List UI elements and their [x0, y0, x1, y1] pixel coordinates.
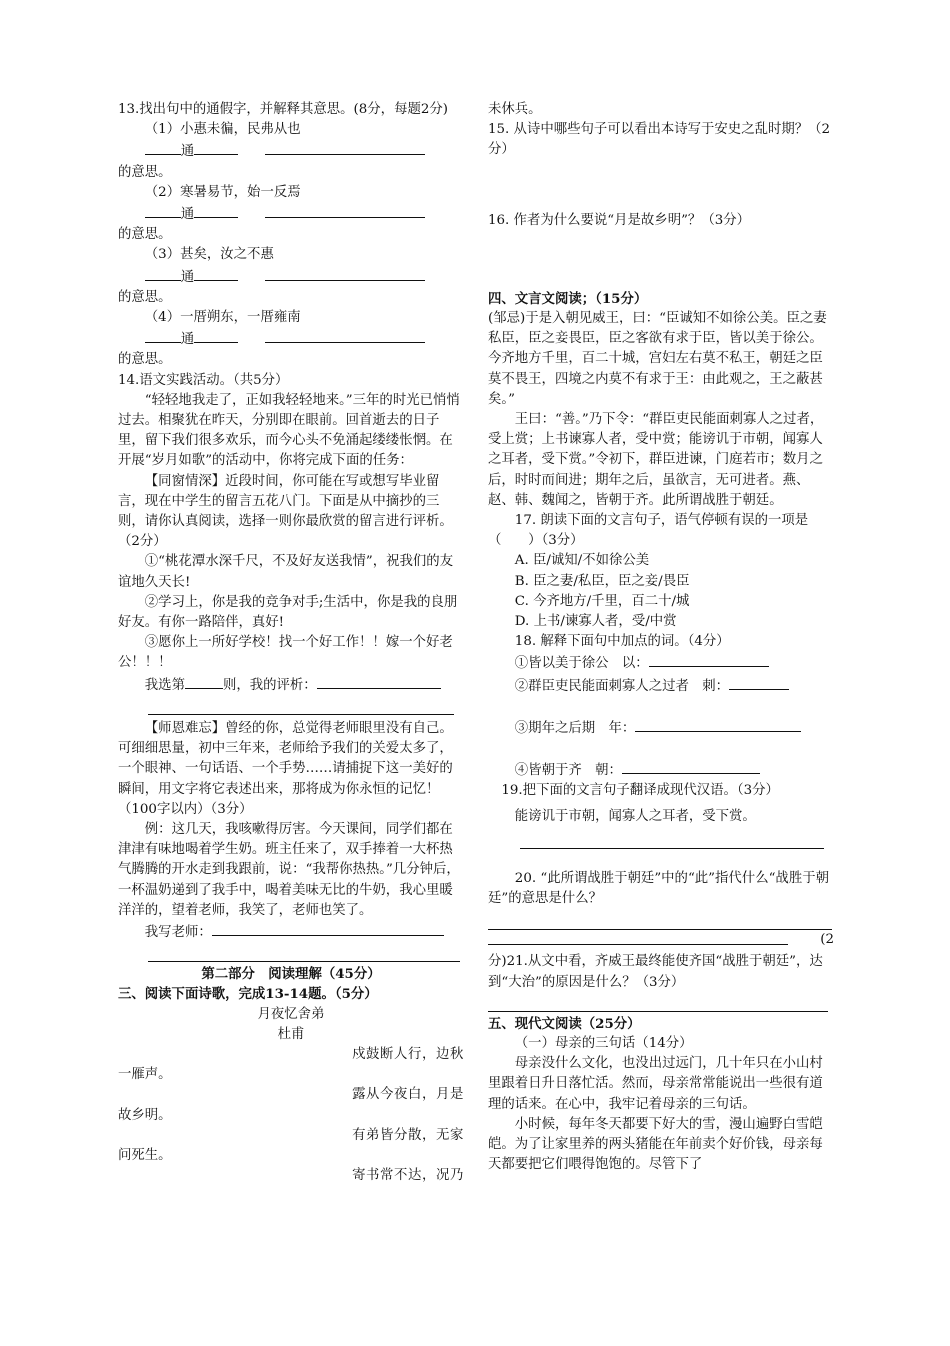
q15: 15. 从诗中哪些句子可以看出本诗写于安史之乱时期？（2分） — [488, 122, 831, 158]
blank[interactable] — [145, 140, 181, 155]
q13-suffix-3: 的意思。 — [118, 289, 172, 305]
blank[interactable] — [265, 140, 425, 155]
blank[interactable] — [729, 675, 789, 690]
q13-blank-row-4: 通 — [118, 328, 464, 350]
write-teacher-row: 我写老师： — [118, 921, 464, 943]
q13-item-2: （2）寒暑易节，始一反焉 — [144, 184, 301, 200]
blank[interactable] — [194, 203, 238, 218]
q13-suffix-4: 的意思。 — [118, 352, 172, 368]
q16: 16. 作者为什么要说“月是故乡明”？（3分） — [488, 212, 751, 228]
message-1: ①“桃花潭水深千尺，不及好友送我情”，祝我们的友谊地久天长! — [118, 554, 454, 590]
q18-item-4: ④皆朝于齐 朝： — [488, 759, 834, 781]
q17: 17. 朗读下面的文言句子，语气停顿有误的一项是（ ）（3分） — [488, 513, 809, 549]
poem-continuation: 未休兵。 — [488, 102, 542, 117]
q13-blank-row-1: 通 — [118, 140, 464, 162]
answer-line[interactable] — [488, 997, 828, 1012]
answer-line[interactable] — [148, 700, 454, 715]
blank[interactable] — [649, 652, 769, 667]
q17-option-b: B. 臣之妻/私臣，臣之妾/畏臣 — [514, 573, 690, 589]
part2-heading: 第二部分 阅读理解（45分） — [201, 966, 381, 983]
blank[interactable] — [145, 203, 181, 218]
q19-sentence: 能谤讥于市朝，闻寡人之耳者，受下赏。 — [514, 809, 756, 825]
blank[interactable] — [265, 328, 425, 343]
blank[interactable] — [265, 266, 425, 281]
q18: 18. 解释下面句中加点的词。（4分） — [514, 634, 730, 650]
poem-line-1a: 戍鼓断人行，边秋 — [352, 1046, 464, 1062]
story-para-1: 母亲没什么文化，也没出过远门，几十年只在小山村里跟着日升日落忙活。然而，母亲常常能说出一些很有道理的话来。在心中，我牢记着母亲的三句话。 — [488, 1056, 823, 1112]
shien-task: 【师恩难忘】曾经的你，总觉得老师眼里没有自己。可细细思量，初中三年来，老师给予我们的关爱太多了，一个眼神、一句话语、一个手势……请捕捉下这一美好的瞬间，用文字将它表述出来，那将成为你永恒的记忆！（100字以内）（3分） — [118, 720, 453, 817]
choose-row: 我选第 则，我的评析： — [118, 674, 464, 696]
q18-item-2: ②群臣吏民能面刺寡人之过者 刺： — [488, 675, 834, 697]
blank[interactable] — [194, 328, 238, 343]
q20: 20. “此所谓战胜于朝廷”中的“此”指代什么“战胜于朝廷”的意思是什么？ — [488, 870, 829, 906]
story-title: （一）母亲的三句话（14分） — [514, 1035, 693, 1051]
section4-heading: 四、文言文阅读；（15分） — [488, 290, 648, 307]
q13-blank-row-3: 通 — [118, 266, 464, 288]
message-3: ③愿你上一所好学校！找一个好工作！！嫁一个好老公！！！ — [118, 635, 453, 671]
q14-intro: “轻轻地我走了，正如我轻轻地来。”三年的时光已悄悄过去。相聚犹在昨天，分别即在眼前。回首逝去的日子里，留下我们很多欢乐，而今心头不免涌起缕缕怅惘。在开展“岁月如歌”的活动中，你将完成下面的任务： — [118, 392, 460, 469]
left-column — [118, 100, 464, 1186]
poem-line-2a: 露从今夜白，月是 — [352, 1087, 464, 1103]
answer-line[interactable] — [148, 947, 460, 962]
blank[interactable] — [185, 674, 223, 689]
q13-item-4: （4）一厝朔东，一厝雍南 — [144, 310, 301, 326]
blank[interactable] — [194, 140, 238, 155]
poem-line-2b: 故乡明。 — [118, 1107, 172, 1123]
wenyan-para-2: 王曰：“善。”乃下令：“群臣吏民能面刺寡人之过者，受上赏；上书谏寡人者，受中赏；能谤讥于市朝，闻寡人之耳者，受下赏。”令初下，群臣进谏，门庭若市；数月之后，时时而间进；期年之后，虽欲言，无可进者。燕、赵、韩、魏闻之，皆朝于齐。此所谓战胜于朝廷。 — [488, 412, 824, 508]
q19: 19.把下面的文言句子翻译成现代汉语。（3分） — [501, 783, 779, 799]
q18-item-1: ①皆以美于徐公 以： — [488, 652, 834, 674]
poem-line-3b: 问死生。 — [118, 1147, 172, 1163]
section3-heading: 三、阅读下面诗歌，完成13-14题。（5分） — [118, 986, 378, 1003]
q13-suffix-2: 的意思。 — [118, 227, 172, 243]
poem-line-4a: 寄书常不达，况乃 — [352, 1168, 464, 1184]
wenyan-para-1: (邹忌)于是入朝见威王，曰：“臣诚知不如徐公美。臣之妻私臣，臣之妾畏臣，臣之客欲有求于臣，皆以美于徐公。今齐地方千里，百二十城，宫妇左右莫不私王，朝廷之臣莫不畏王，四境之内莫不有求于王：由此观之，王之蔽甚矣。” — [488, 311, 827, 407]
q13-item-3: （3）甚矣，汝之不惠 — [144, 247, 274, 263]
blank[interactable] — [317, 674, 441, 689]
q13-item-1: （1）小惠未徧，民弗从也 — [144, 122, 301, 138]
section5-heading: 五、现代文阅读（25分） — [488, 1015, 641, 1032]
message-2: ②学习上，你是我的竞争对手;生活中，你是我的良朋好友。有你一路陪伴，真好! — [118, 594, 458, 631]
q17-option-c: C. 今齐地方/千里，百二十/城 — [514, 593, 690, 609]
q13-title: 13.找出句中的通假字，并解释其意思。(8分，每题2分) — [118, 102, 448, 117]
blank[interactable] — [194, 266, 238, 281]
q13-suffix-1: 的意思。 — [118, 164, 172, 180]
blank[interactable] — [145, 266, 181, 281]
blank[interactable] — [488, 930, 788, 945]
blank[interactable] — [212, 921, 444, 936]
q18-item-3: ③期年之后期 年： — [488, 717, 834, 739]
story-para-2: 小时候，每年冬天都要下好大的雪，漫山遍野白雪皑皑。为了让家里养的两头猪能在年前卖个好价钱，母亲每天都要把它们喂得饱饱的。尽管下了 — [488, 1116, 823, 1173]
answer-line[interactable] — [488, 915, 832, 930]
tongchuang-task: 【同窗情深】近段时间，你可能在写或想写毕业留言，现在中学生的留言五花八门。下面是从中摘抄的三则，请你认真阅读，选择一则你最欣赏的留言进行评析。（2分） — [118, 473, 453, 550]
poem-author: 杜甫 — [277, 1026, 305, 1042]
q17-option-d: D. 上书/谏寡人者，受/中赏 — [514, 614, 677, 630]
q21: 分)21.从文中看，齐威王最终能使齐国“战胜于朝廷”，达到“大治”的原因是什么？（3分） — [488, 954, 823, 990]
q13-blank-row-2: 通 — [118, 203, 464, 225]
q14-title: 14.语文实践活动。（共5分） — [118, 372, 289, 388]
poem-title: 月夜忆舍弟 — [257, 1006, 325, 1022]
example-text: 例：这几天，我咳嗽得厉害。今天课间，同学们都在津津有味地喝着学生奶。班主任来了，双手捧着一大杯热气腾腾的开水走到我跟前，说：“我帮你热热。”几分钟后，一杯温奶递到了我手中，喝着美味无比的牛奶，我心里暖洋洋的，望着老师，我笑了，老师也笑了。 — [118, 821, 460, 918]
blank[interactable] — [145, 328, 181, 343]
poem-line-3a: 有弟皆分散，无家 — [352, 1127, 464, 1143]
blank[interactable] — [265, 203, 425, 218]
right-column — [488, 100, 834, 1175]
q17-option-a: A. 臣/诚知/不如徐公美 — [514, 553, 650, 569]
answer-line[interactable] — [520, 834, 824, 849]
blank[interactable] — [622, 759, 760, 774]
poem-line-1b: 一雁声。 — [118, 1067, 172, 1083]
q20-answer-row: (2 — [488, 930, 834, 952]
blank[interactable] — [635, 717, 801, 732]
